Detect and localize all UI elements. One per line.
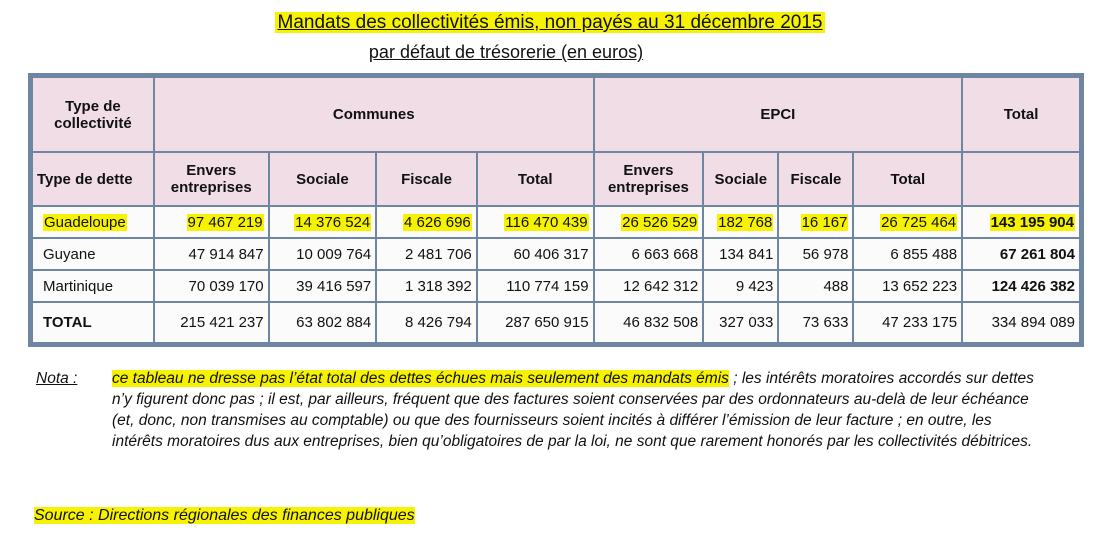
table-cell: 46 832 508 [595,303,703,342]
nota-block [36,368,1036,452]
table-cell [854,207,961,237]
header-communes-fiscale: Fiscale [377,153,476,205]
table-cell: 12 642 312 [595,271,703,301]
header-epci-total: Total [854,153,961,205]
table-cell-grand-total: 334 894 089 [963,303,1079,342]
header-total-empty [963,153,1079,205]
row-label: Martinique [33,271,153,301]
table-cell-total [963,207,1079,237]
row-label [33,207,153,237]
table-cell: 287 650 915 [478,303,593,342]
table-cell: 10 009 764 [270,239,376,269]
cell-text: 4 626 696 [404,213,471,231]
table-cell: 73 633 [779,303,852,342]
table-cell: 134 841 [704,239,777,269]
table-cell [377,207,476,237]
source-text: Source : Directions régionales des finances publiques [34,507,415,524]
cell-text: 116 470 439 [505,213,588,231]
table-row-guyane [33,239,1079,269]
row-label-total: TOTAL [33,303,153,342]
table-cell [704,207,777,237]
table-cell: 327 033 [704,303,777,342]
header-epci-sociale: Sociale [704,153,777,205]
table-cell: 60 406 317 [478,239,593,269]
table-cell [270,207,376,237]
table-cell [155,207,268,237]
table-cell: 2 481 706 [377,239,476,269]
mandats-table [31,76,1081,344]
nota-label: Nota : [36,370,78,387]
table-cell: 110 774 159 [478,271,593,301]
table-cell: 488 [779,271,852,301]
table-cell: 6 663 668 [595,239,703,269]
document-title [0,12,1100,34]
header-communes: Communes [155,78,593,151]
table-cell: 56 978 [779,239,852,269]
cell-text: 16 167 [801,213,848,231]
table-cell: 9 423 [704,271,777,301]
table-cell: 6 855 488 [854,239,961,269]
table-cell: 47 914 847 [155,239,268,269]
cell-text: 97 467 219 [187,213,263,231]
header-epci-fiscale: Fiscale [779,153,852,205]
header-total: Total [963,78,1079,151]
table-row-martinique [33,271,1079,301]
header-type-collectivite: Type de collectivité [33,78,153,151]
table-cell: 39 416 597 [270,271,376,301]
title-line-1: Mandats des collectivités émis, non payés au 31 décembre 2015 [275,12,826,33]
data-table-container [28,73,1084,347]
nota-text [112,368,1036,452]
table-cell: 215 421 237 [155,303,268,342]
table-cell [595,207,703,237]
cell-text: 26 526 529 [622,213,698,231]
header-epci-entreprises: Envers entreprises [595,153,703,205]
cell-text: 143 195 904 [990,213,1074,231]
row-label: Guyane [33,239,153,269]
header-communes-entreprises: Envers entreprises [155,153,268,205]
table-cell: 1 318 392 [377,271,476,301]
cell-text: 14 376 524 [295,213,371,231]
table-cell-total: 67 261 804 [963,239,1079,269]
nota-highlighted-text: ce tableau ne dresse pas l’état total des dettes échues mais seulement des mandats émis [112,370,729,387]
table-cell: 8 426 794 [377,303,476,342]
table-cell: 70 039 170 [155,271,268,301]
cell-text: 26 725 464 [881,213,957,231]
table-cell: 63 802 884 [270,303,376,342]
header-epci: EPCI [595,78,962,151]
table-cell: 13 652 223 [854,271,961,301]
header-type-dette: Type de dette [33,153,153,205]
table-row-total [33,303,1079,342]
header-communes-sociale: Sociale [270,153,376,205]
table-cell-total: 124 426 382 [963,271,1079,301]
header-row-1 [33,78,1079,151]
table-cell: 47 233 175 [854,303,961,342]
title-line-2: par défaut de trésorerie (en euros) [368,42,644,62]
table-row-guadeloupe [33,207,1079,237]
table-cell [779,207,852,237]
cell-text: 182 768 [718,213,773,231]
table-cell [478,207,593,237]
nota-rest-text: ; les intérêts moratoires accordés sur dettes n’y figurent donc pas ; il est, par ailleurs, fréquent que des factures soient conservées par des ordonnateurs au-delà de leur échéance (et, donc, non transmises au comptable) ou que des fournisseurs soient incités à différer l’émission de leur facture ; en outre, les intérêts moratoires dus aux entreprises, bien qu’obligatoires de par la loi, ne sont que rarement honorés par les collectivités débitrices. [112,370,1034,450]
header-row-2 [33,153,1079,205]
header-communes-total: Total [478,153,593,205]
source-line [34,507,415,525]
cell-text: Guadeloupe [44,213,126,231]
